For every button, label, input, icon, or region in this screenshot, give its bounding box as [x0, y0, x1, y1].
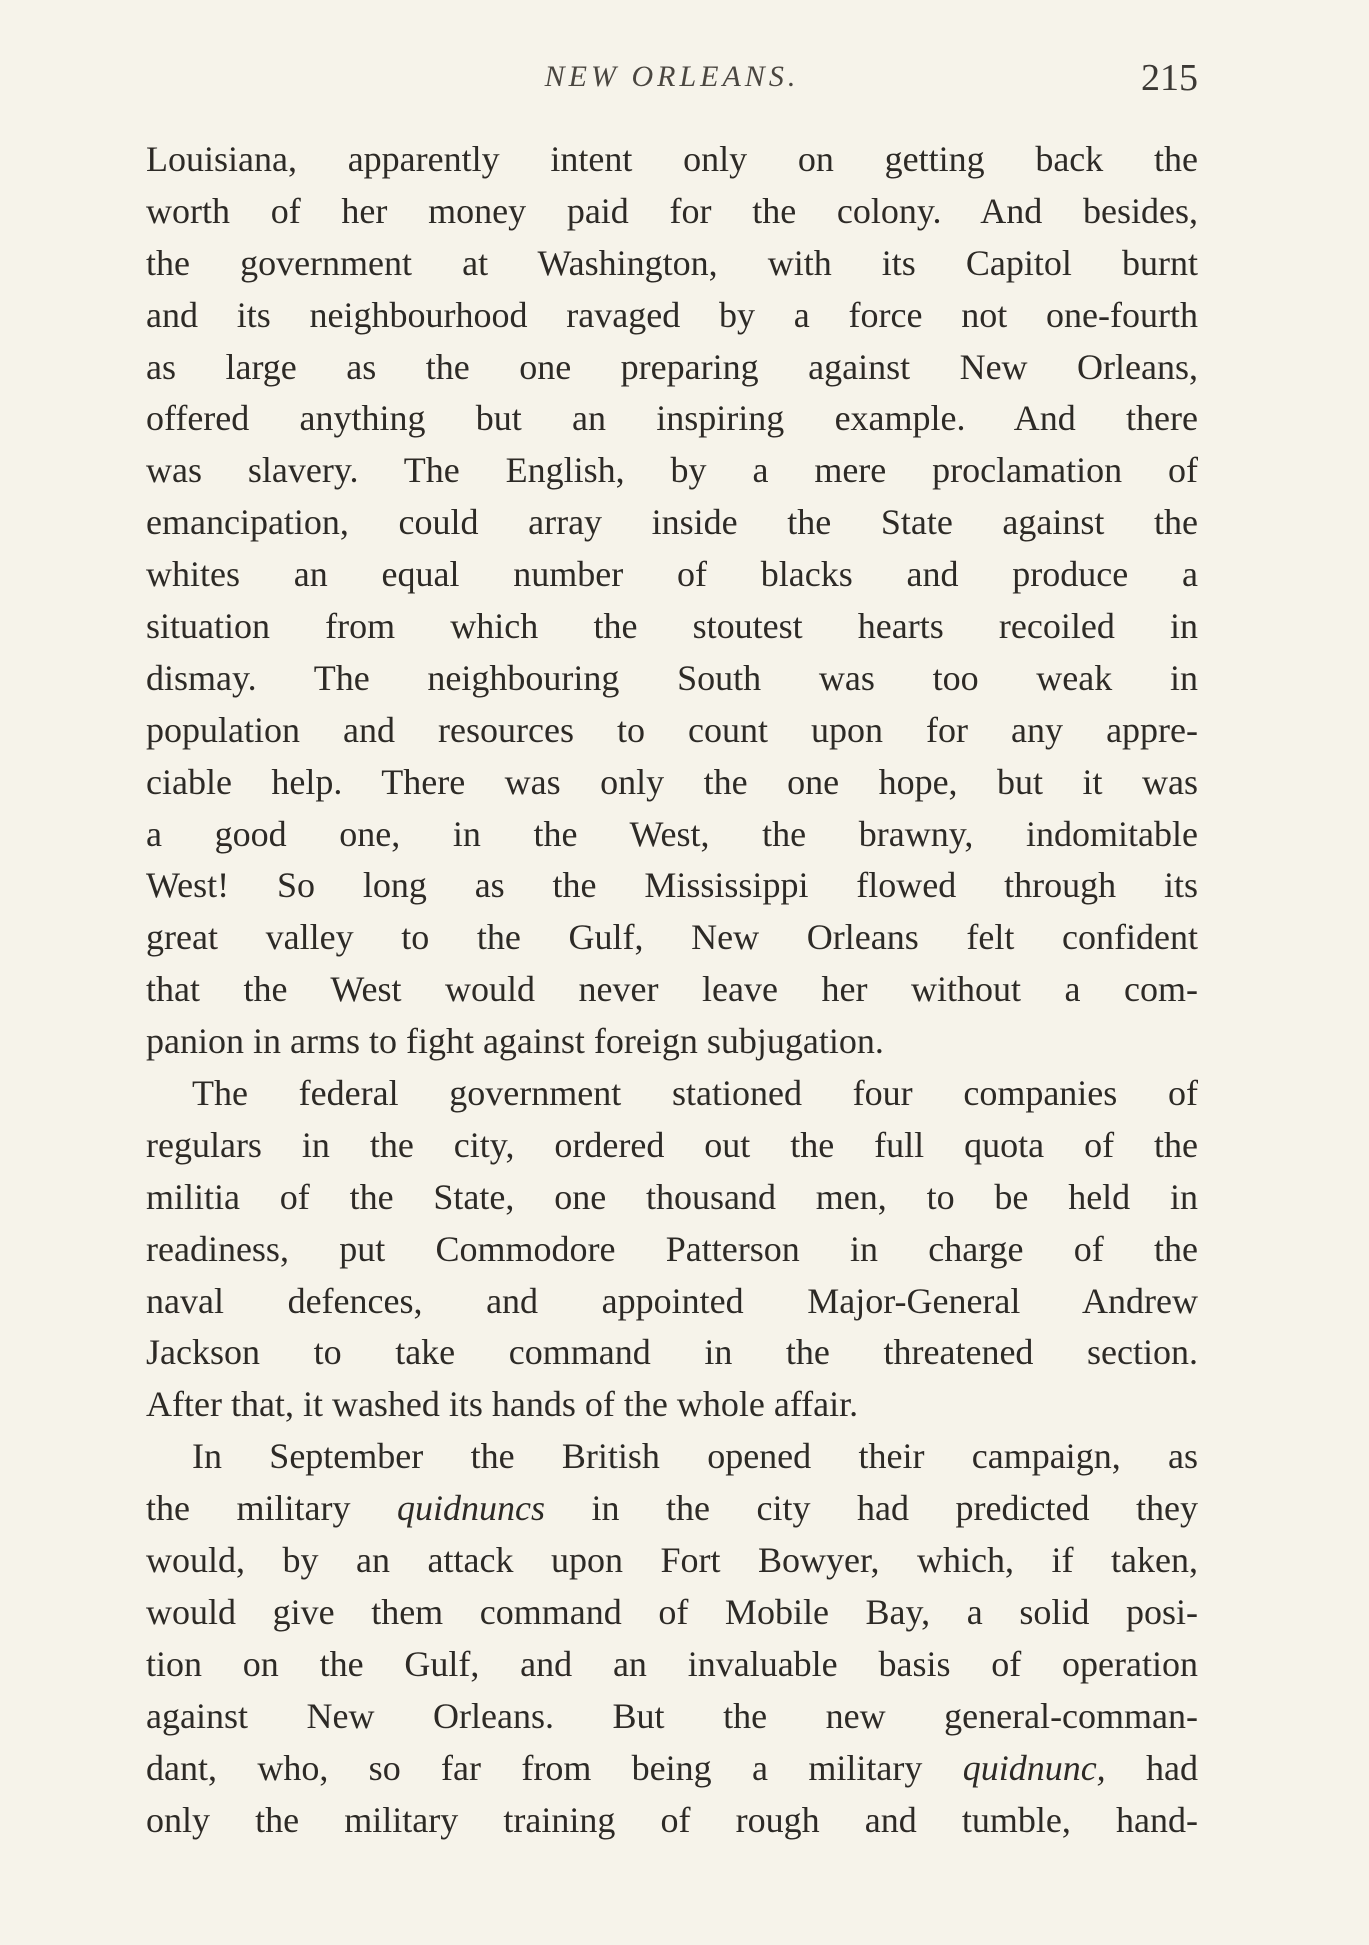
text-line: panion in arms to fight against foreign subjugation.: [146, 1021, 884, 1062]
text-line: against New Orleans. But the new general-comman-: [146, 1695, 1198, 1736]
text-line: great valley to the Gulf, New Orleans felt confident: [146, 917, 1198, 958]
text-line: would give them command of Mobile Bay, a solid posi-: [146, 1591, 1198, 1632]
text-line: situation from which the stoutest hearts recoiled in: [146, 606, 1198, 647]
text-line: [146, 1743, 1198, 1795]
text-line: In September the British opened their campaign, as: [192, 1436, 1198, 1477]
text-line: worth of her money paid for the colony. And besides,: [146, 190, 1198, 231]
text-line: would, by an attack upon Fort Bowyer, which, if taken,: [146, 1540, 1198, 1581]
text-line-start: dant, who, so far from being a military: [146, 1747, 963, 1788]
page-number: 215: [1141, 57, 1198, 99]
text-line: that the West would never leave her without a com-: [146, 969, 1198, 1010]
italic-term: quidnuncs: [397, 1488, 545, 1529]
text-line: was slavery. The English, by a mere proclamation of: [146, 450, 1198, 491]
text-line: Jackson to take command in the threatened section.: [146, 1332, 1198, 1373]
text-line: emancipation, could array inside the State against the: [146, 502, 1198, 543]
text-line-end: in the city had predicted they: [545, 1488, 1198, 1529]
italic-term: quidnunc,: [962, 1747, 1106, 1788]
text-line: After that, it washed its hands of the whole affair.: [146, 1384, 859, 1425]
paragraph-1: [146, 134, 1198, 1068]
text-line: readiness, put Commodore Patterson in charge of the: [146, 1228, 1198, 1269]
text-line: tion on the Gulf, and an invaluable basis of operation: [146, 1643, 1198, 1684]
text-line: as large as the one preparing against New Orleans,: [146, 346, 1198, 387]
text-line: West! So long as the Mississippi flowed through its: [146, 865, 1198, 906]
paragraph-3: [146, 1431, 1198, 1846]
text-line: the government at Washington, with its Capitol burnt: [146, 242, 1198, 283]
text-line: offered anything but an inspiring example. And there: [146, 398, 1198, 439]
text-line: naval defences, and appointed Major-General Andrew: [146, 1280, 1198, 1321]
text-line: dismay. The neighbouring South was too weak in: [146, 657, 1198, 698]
text-line: [146, 1483, 1198, 1535]
running-head: [146, 56, 1198, 116]
text-line: militia of the State, one thousand men, to be held in: [146, 1176, 1198, 1217]
text-line: only the military training of rough and tumble, hand-: [146, 1799, 1198, 1840]
text-line-start: the military: [146, 1488, 397, 1529]
paragraph-2: [146, 1068, 1198, 1431]
text-line: population and resources to count upon for any appre-: [146, 709, 1198, 750]
text-line: The federal government stationed four companies of: [192, 1073, 1198, 1114]
text-line: Louisiana, apparently intent only on getting back the: [146, 139, 1198, 179]
text-line-end: had: [1105, 1747, 1199, 1788]
running-title: NEW ORLEANS.: [544, 60, 800, 93]
text-line: and its neighbourhood ravaged by a force not one-fourth: [146, 294, 1198, 335]
text-line: a good one, in the West, the brawny, indomitable: [146, 813, 1198, 854]
text-line: regulars in the city, ordered out the full quota of the: [146, 1124, 1198, 1165]
text-line: whites an equal number of blacks and produce a: [146, 554, 1198, 595]
text-line: ciable help. There was only the one hope, but it was: [146, 761, 1198, 802]
body-text: [146, 134, 1198, 1846]
